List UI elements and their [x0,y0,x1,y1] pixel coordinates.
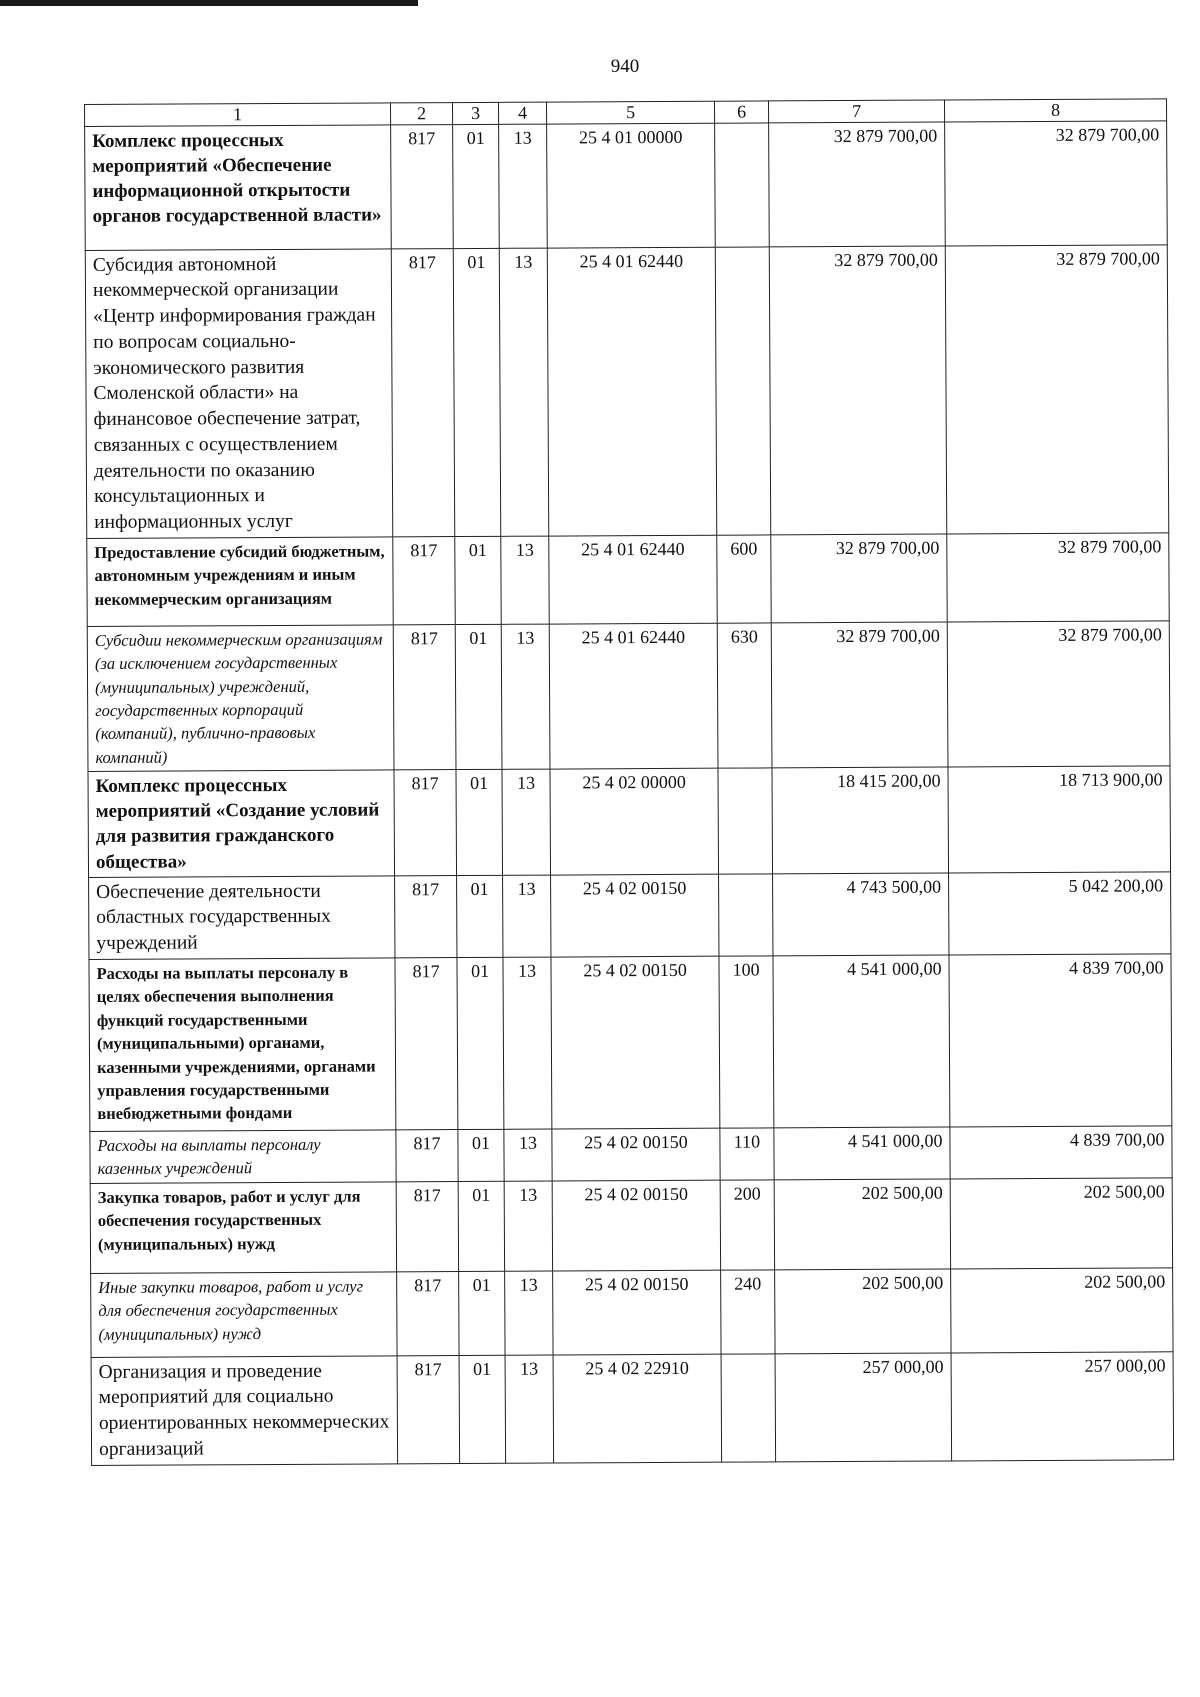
cell-expense-type: 600 [717,535,771,623]
cell-ministry-code: 817 [395,957,458,1129]
row-name: Субсидии некоммерческим организациям (за исключением государственных (муниципальных) учреждений, государственных корпораций (компаний), публично-правовых компаний) [87,625,394,772]
cell-section: 01 [455,536,501,624]
cell-expense-type: 100 [719,956,774,1128]
cell-amount-year-1: 32 879 700,00 [771,622,948,768]
cell-amount-year-1: 4 541 000,00 [773,955,950,1128]
row-name: Комплекс процессных мероприятий «Создание условий для развития гражданского общества» [88,770,395,877]
cell-amount-year-1: 257 000,00 [775,1353,952,1462]
cell-target-article: 25 4 02 00150 [552,1180,720,1271]
cell-subsection: 13 [502,769,551,875]
cell-amount-year-2: 32 879 700,00 [947,533,1169,622]
table-row [89,871,1171,959]
cell-ministry-code: 817 [395,875,457,958]
table-row [90,1126,1172,1184]
cell-ministry-code: 817 [396,1129,458,1181]
cell-amount-year-1: 202 500,00 [775,1269,951,1354]
cell-section: 01 [453,248,501,536]
table-row [87,533,1169,627]
cell-target-article: 25 4 01 62440 [549,535,717,624]
cell-expense-type: 630 [717,623,772,769]
cell-subsection: 13 [504,1181,552,1271]
column-header: 3 [452,102,498,124]
cell-ministry-code: 817 [393,624,456,770]
cell-section: 01 [458,1129,504,1181]
cell-section: 01 [457,875,503,957]
cell-target-article: 25 4 01 00000 [547,123,716,248]
cell-amount-year-1: 4 541 000,00 [774,1127,950,1180]
cell-ministry-code: 817 [397,1271,459,1355]
cell-expense-type: 110 [720,1128,774,1180]
cell-section: 01 [456,770,503,876]
row-name: Обеспечение деятельности областных государственных учреждений [89,875,395,959]
cell-amount-year-1: 202 500,00 [774,1179,950,1270]
cell-ministry-code: 817 [394,770,457,876]
cell-amount-year-2: 5 042 200,00 [949,871,1171,954]
cell-amount-year-2: 257 000,00 [951,1351,1174,1460]
cell-expense-type: 240 [721,1270,775,1354]
cell-target-article: 25 4 02 22910 [553,1354,722,1463]
cell-ministry-code: 817 [397,1355,460,1463]
cell-amount-year-2: 32 879 700,00 [945,121,1168,246]
cell-amount-year-2: 4 839 700,00 [950,1126,1172,1179]
cell-expense-type [715,123,770,247]
row-name: Закупка товаров, работ и услуг для обеспечения государственных (муниципальных) нужд [90,1182,396,1274]
row-name: Комплекс процессных мероприятий «Обеспечение информационной открытости органов государственной власти» [85,125,392,251]
cell-amount-year-2: 32 879 700,00 [947,621,1170,768]
table-row [85,121,1168,251]
cell-subsection: 13 [503,875,551,957]
cell-section: 01 [459,1271,505,1355]
cell-target-article: 25 4 02 00150 [551,874,719,957]
row-name: Субсидия автономной некоммерческой организации «Центр информирования граждан по вопросам социально-экономического развития Смоленской области» на финансовое обеспечение затрат, связанных с осуществлением деятельности по оказанию консультационных и информационных услуг [85,249,393,539]
cell-ministry-code: 817 [393,536,455,624]
table-row [88,766,1171,877]
cell-ministry-code: 817 [391,124,454,248]
table-row [87,621,1170,772]
cell-section: 01 [453,124,500,248]
cell-subsection: 13 [501,624,550,770]
cell-target-article: 25 4 01 62440 [547,247,717,536]
cell-amount-year-1: 4 743 500,00 [773,873,949,956]
cell-section: 01 [459,1355,506,1463]
column-header: 1 [85,103,391,126]
cell-amount-year-2: 4 839 700,00 [949,954,1172,1127]
cell-amount-year-2: 18 713 900,00 [948,766,1171,872]
cell-ministry-code: 817 [396,1181,458,1271]
cell-target-article: 25 4 02 00150 [551,956,720,1129]
cell-expense-type [715,247,771,535]
table-row [91,1351,1174,1465]
cell-subsection: 13 [503,957,552,1129]
row-name: Организация и проведение мероприятий для социально ориентированных некоммерческих организаций [91,1356,398,1466]
row-name: Предоставление субсидий бюджетным, автономным учреждениям и иным некоммерческим организациям [87,537,393,627]
cell-amount-year-2: 202 500,00 [950,1177,1172,1268]
cell-amount-year-1: 18 415 200,00 [772,767,949,873]
page-number: 940 [610,56,640,77]
table-row [85,245,1168,539]
cell-subsection: 13 [504,1129,552,1181]
cell-amount-year-1: 32 879 700,00 [771,534,947,623]
column-header: 2 [390,103,452,125]
cell-target-article: 25 4 02 00150 [553,1270,721,1355]
cell-section: 01 [457,957,504,1129]
cell-subsection: 13 [505,1355,554,1463]
cell-target-article: 25 4 01 62440 [549,623,718,769]
cell-ministry-code: 817 [391,248,455,536]
cell-amount-year-2: 202 500,00 [951,1267,1173,1352]
cell-target-article: 25 4 02 00000 [550,768,719,874]
cell-expense-type [718,768,773,874]
budget-table [84,98,1174,1465]
cell-section: 01 [455,624,502,770]
cell-amount-year-1: 32 879 700,00 [769,246,947,535]
cell-subsection: 13 [499,248,549,536]
table-row [91,1267,1173,1357]
column-header: 4 [498,102,546,124]
row-name: Расходы на выплаты персоналу казенных учреждений [90,1130,396,1183]
cell-subsection: 13 [501,536,549,624]
cell-amount-year-1: 32 879 700,00 [769,122,946,247]
cell-target-article: 25 4 02 00150 [552,1128,720,1181]
cell-subsection: 13 [499,124,548,248]
scan-edge-bar [0,0,418,6]
cell-section: 01 [458,1181,504,1271]
column-header: 6 [714,101,768,123]
row-name: Расходы на выплаты персоналу в целях обеспечения выполнения функций государственными (муниципальными) органами, казенными учреждениями, органами управления государственными внебюджетными фондами [89,958,396,1132]
cell-expense-type: 200 [720,1180,774,1270]
row-name: Иные закупки товаров, работ и услуг для обеспечения государственных (муниципальных) нужд [91,1272,397,1358]
column-header: 5 [546,101,714,124]
cell-expense-type [719,874,773,956]
cell-amount-year-2: 32 879 700,00 [945,245,1169,534]
table-row [90,1177,1172,1273]
column-header: 7 [768,100,944,123]
column-header: 8 [944,99,1166,122]
cell-expense-type [721,1354,776,1462]
table-row [89,954,1172,1132]
cell-subsection: 13 [505,1271,553,1355]
